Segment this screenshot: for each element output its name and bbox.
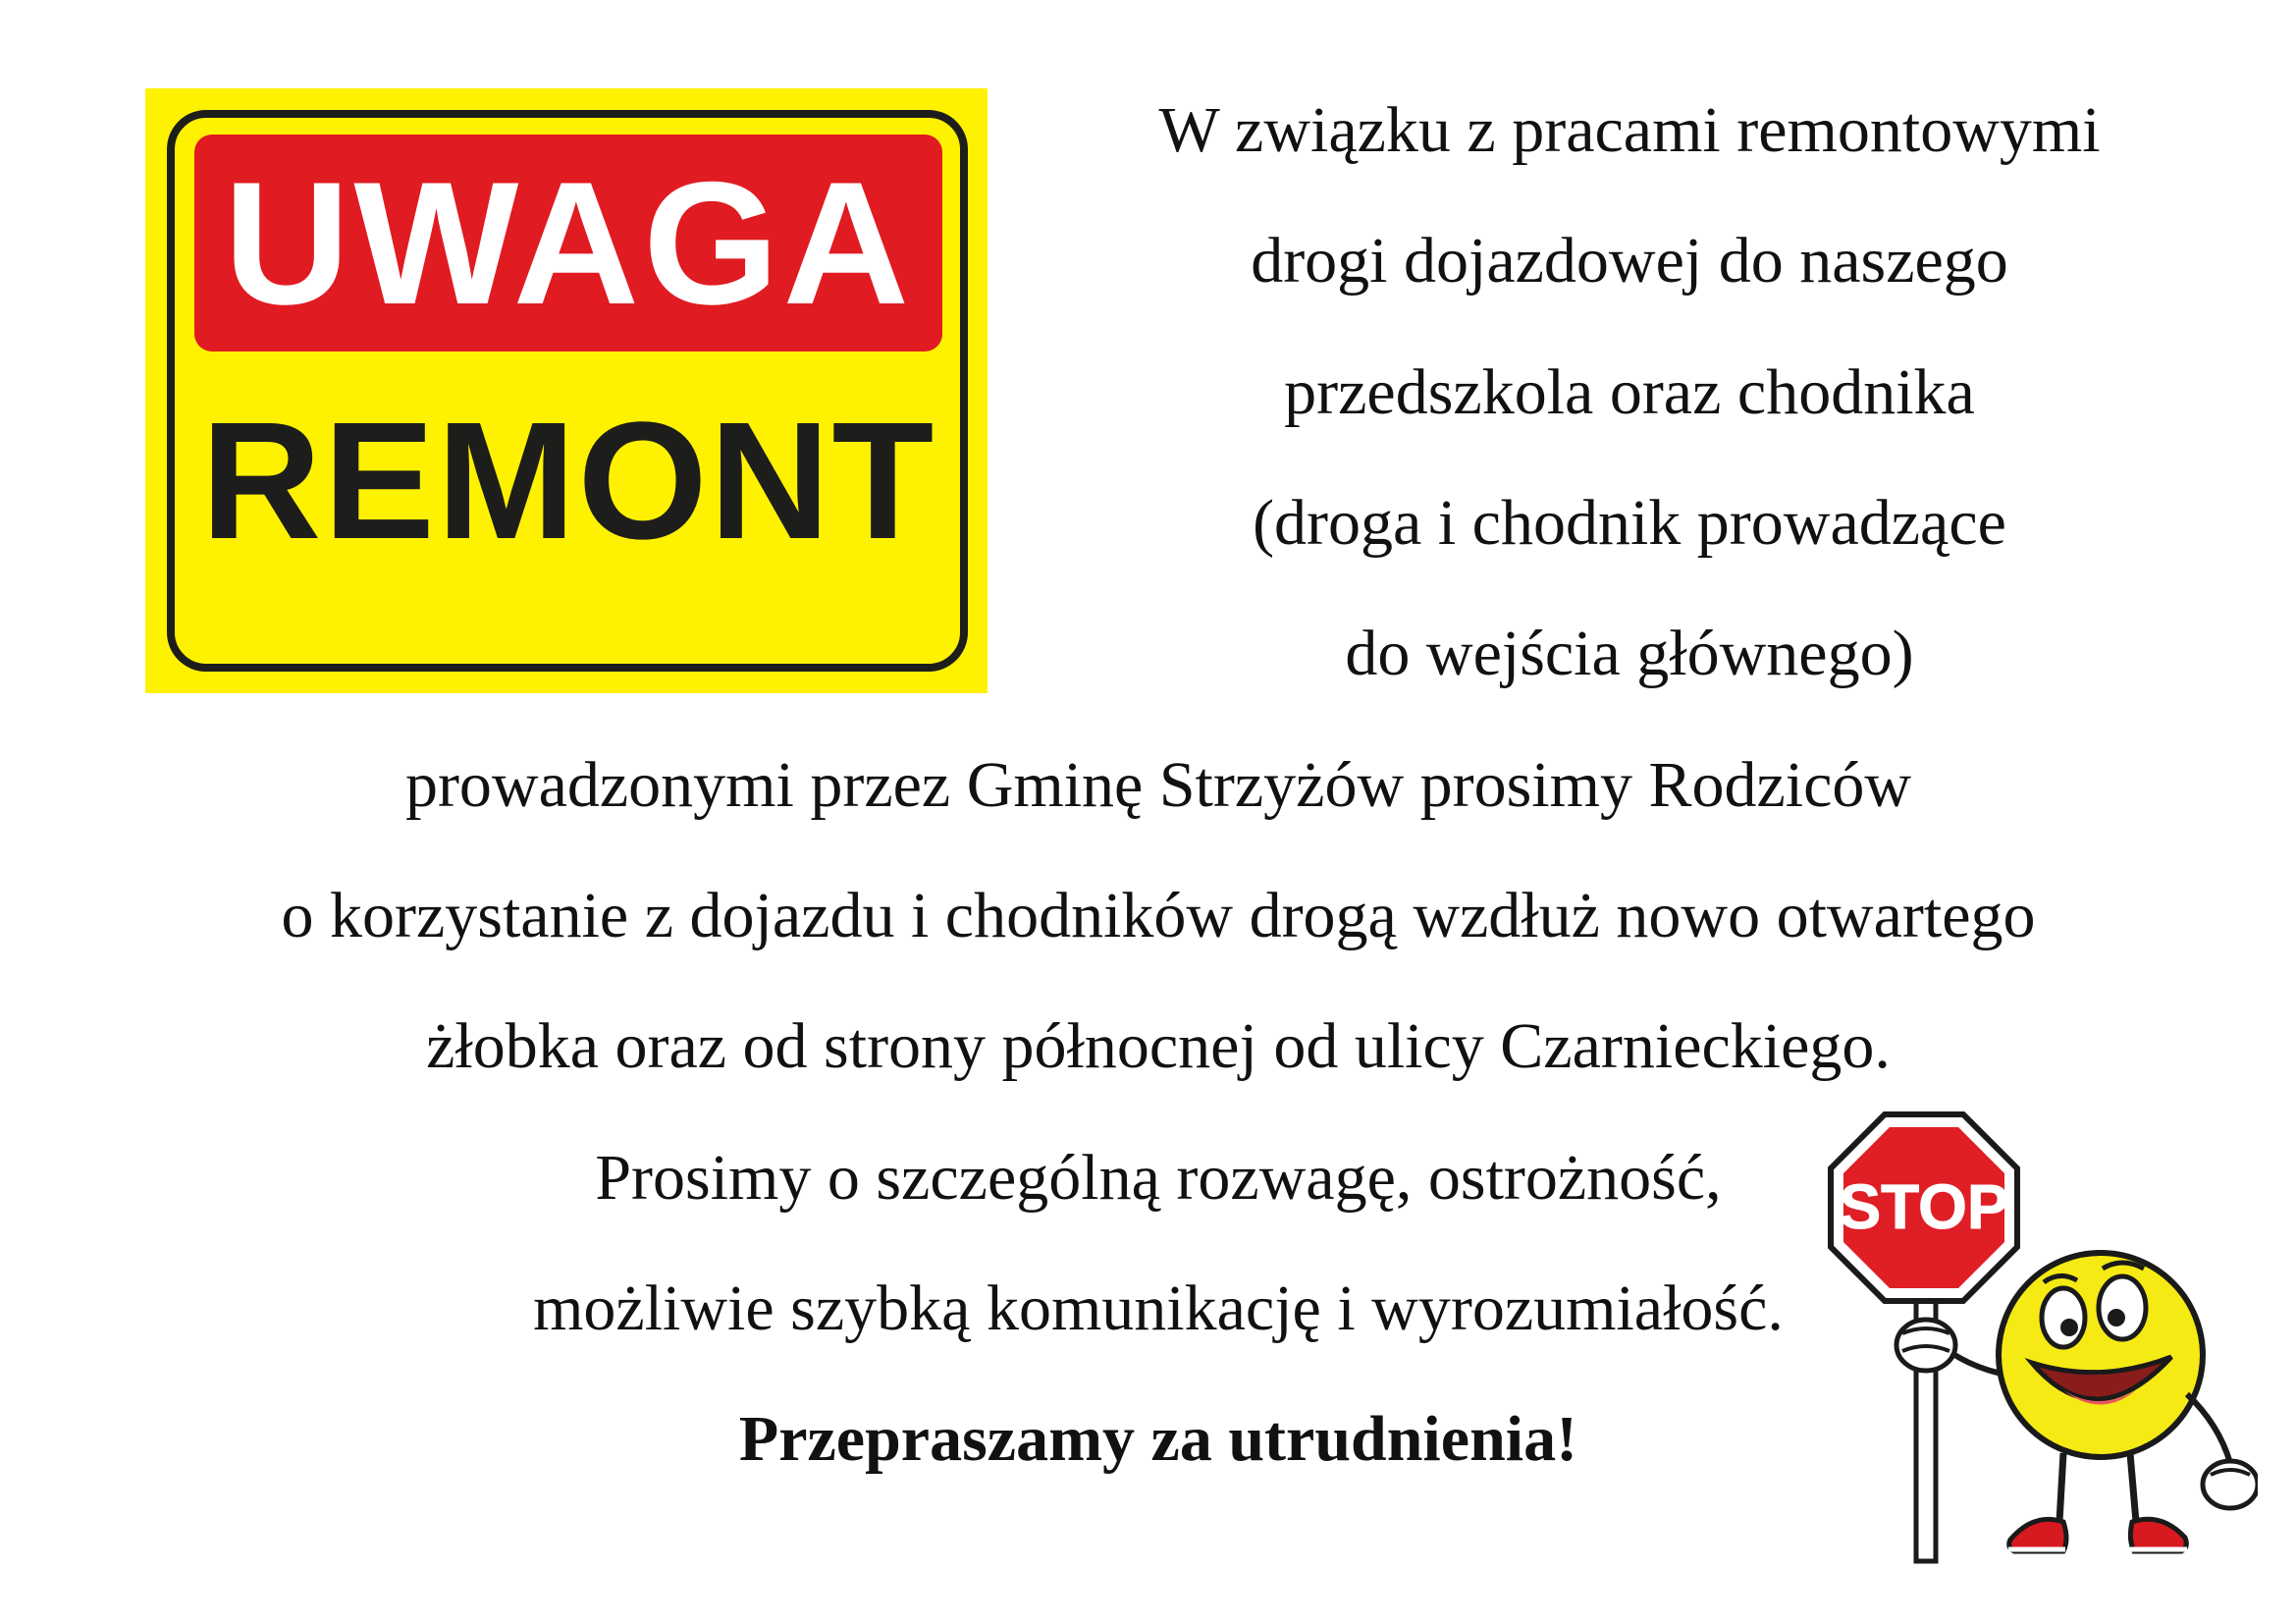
stop-sign-icon — [1831, 1114, 2017, 1301]
right-shoe-icon — [2130, 1519, 2187, 1551]
stop-label: STOP — [1839, 1171, 2009, 1242]
closing-text: Przepraszamy za utrudnienia! — [738, 1403, 1578, 1475]
body-line: możliwie szybką komunikację i wyrozumiałość. — [533, 1272, 1784, 1344]
intro-line: drogi dojazdowej do naszego — [1251, 225, 2008, 297]
right-leg — [2130, 1453, 2136, 1522]
body-line: o korzystanie z dojazdu i chodników drogą wzdłuż nowo otwartego — [281, 880, 2036, 951]
right-hand-icon — [2203, 1461, 2258, 1508]
intro-line: W związku z pracami remontowymi — [1158, 94, 2101, 166]
intro-line: (droga i chodnik prowadzące — [1253, 487, 2006, 559]
body-line: żłobka oraz od strony północnej od ulicy Czarnieckiego. — [426, 1010, 1891, 1082]
right-arm — [2187, 1394, 2230, 1463]
left-leg — [2059, 1453, 2063, 1522]
stop-mascot-illustration — [1806, 1100, 2258, 1571]
body-line: prowadzonymi przez Gminę Strzyżów prosimy Rodziców — [404, 749, 1912, 821]
left-shoe-icon — [2008, 1519, 2066, 1551]
sign-top-text: UWAGA — [223, 144, 914, 341]
intro-line: przedszkola oraz chodnika — [1284, 356, 1975, 428]
left-hand-icon — [1896, 1320, 1955, 1371]
sign-red-panel — [194, 135, 942, 352]
warning-sign — [145, 88, 988, 693]
intro-line: do wejścia głównego) — [1345, 618, 1914, 689]
sign-bottom-text: REMONT — [200, 388, 936, 574]
smiley-face-icon — [1999, 1253, 2203, 1457]
body-line: Prosimy o szczególną rozwagę, ostrożność, — [595, 1142, 1722, 1214]
